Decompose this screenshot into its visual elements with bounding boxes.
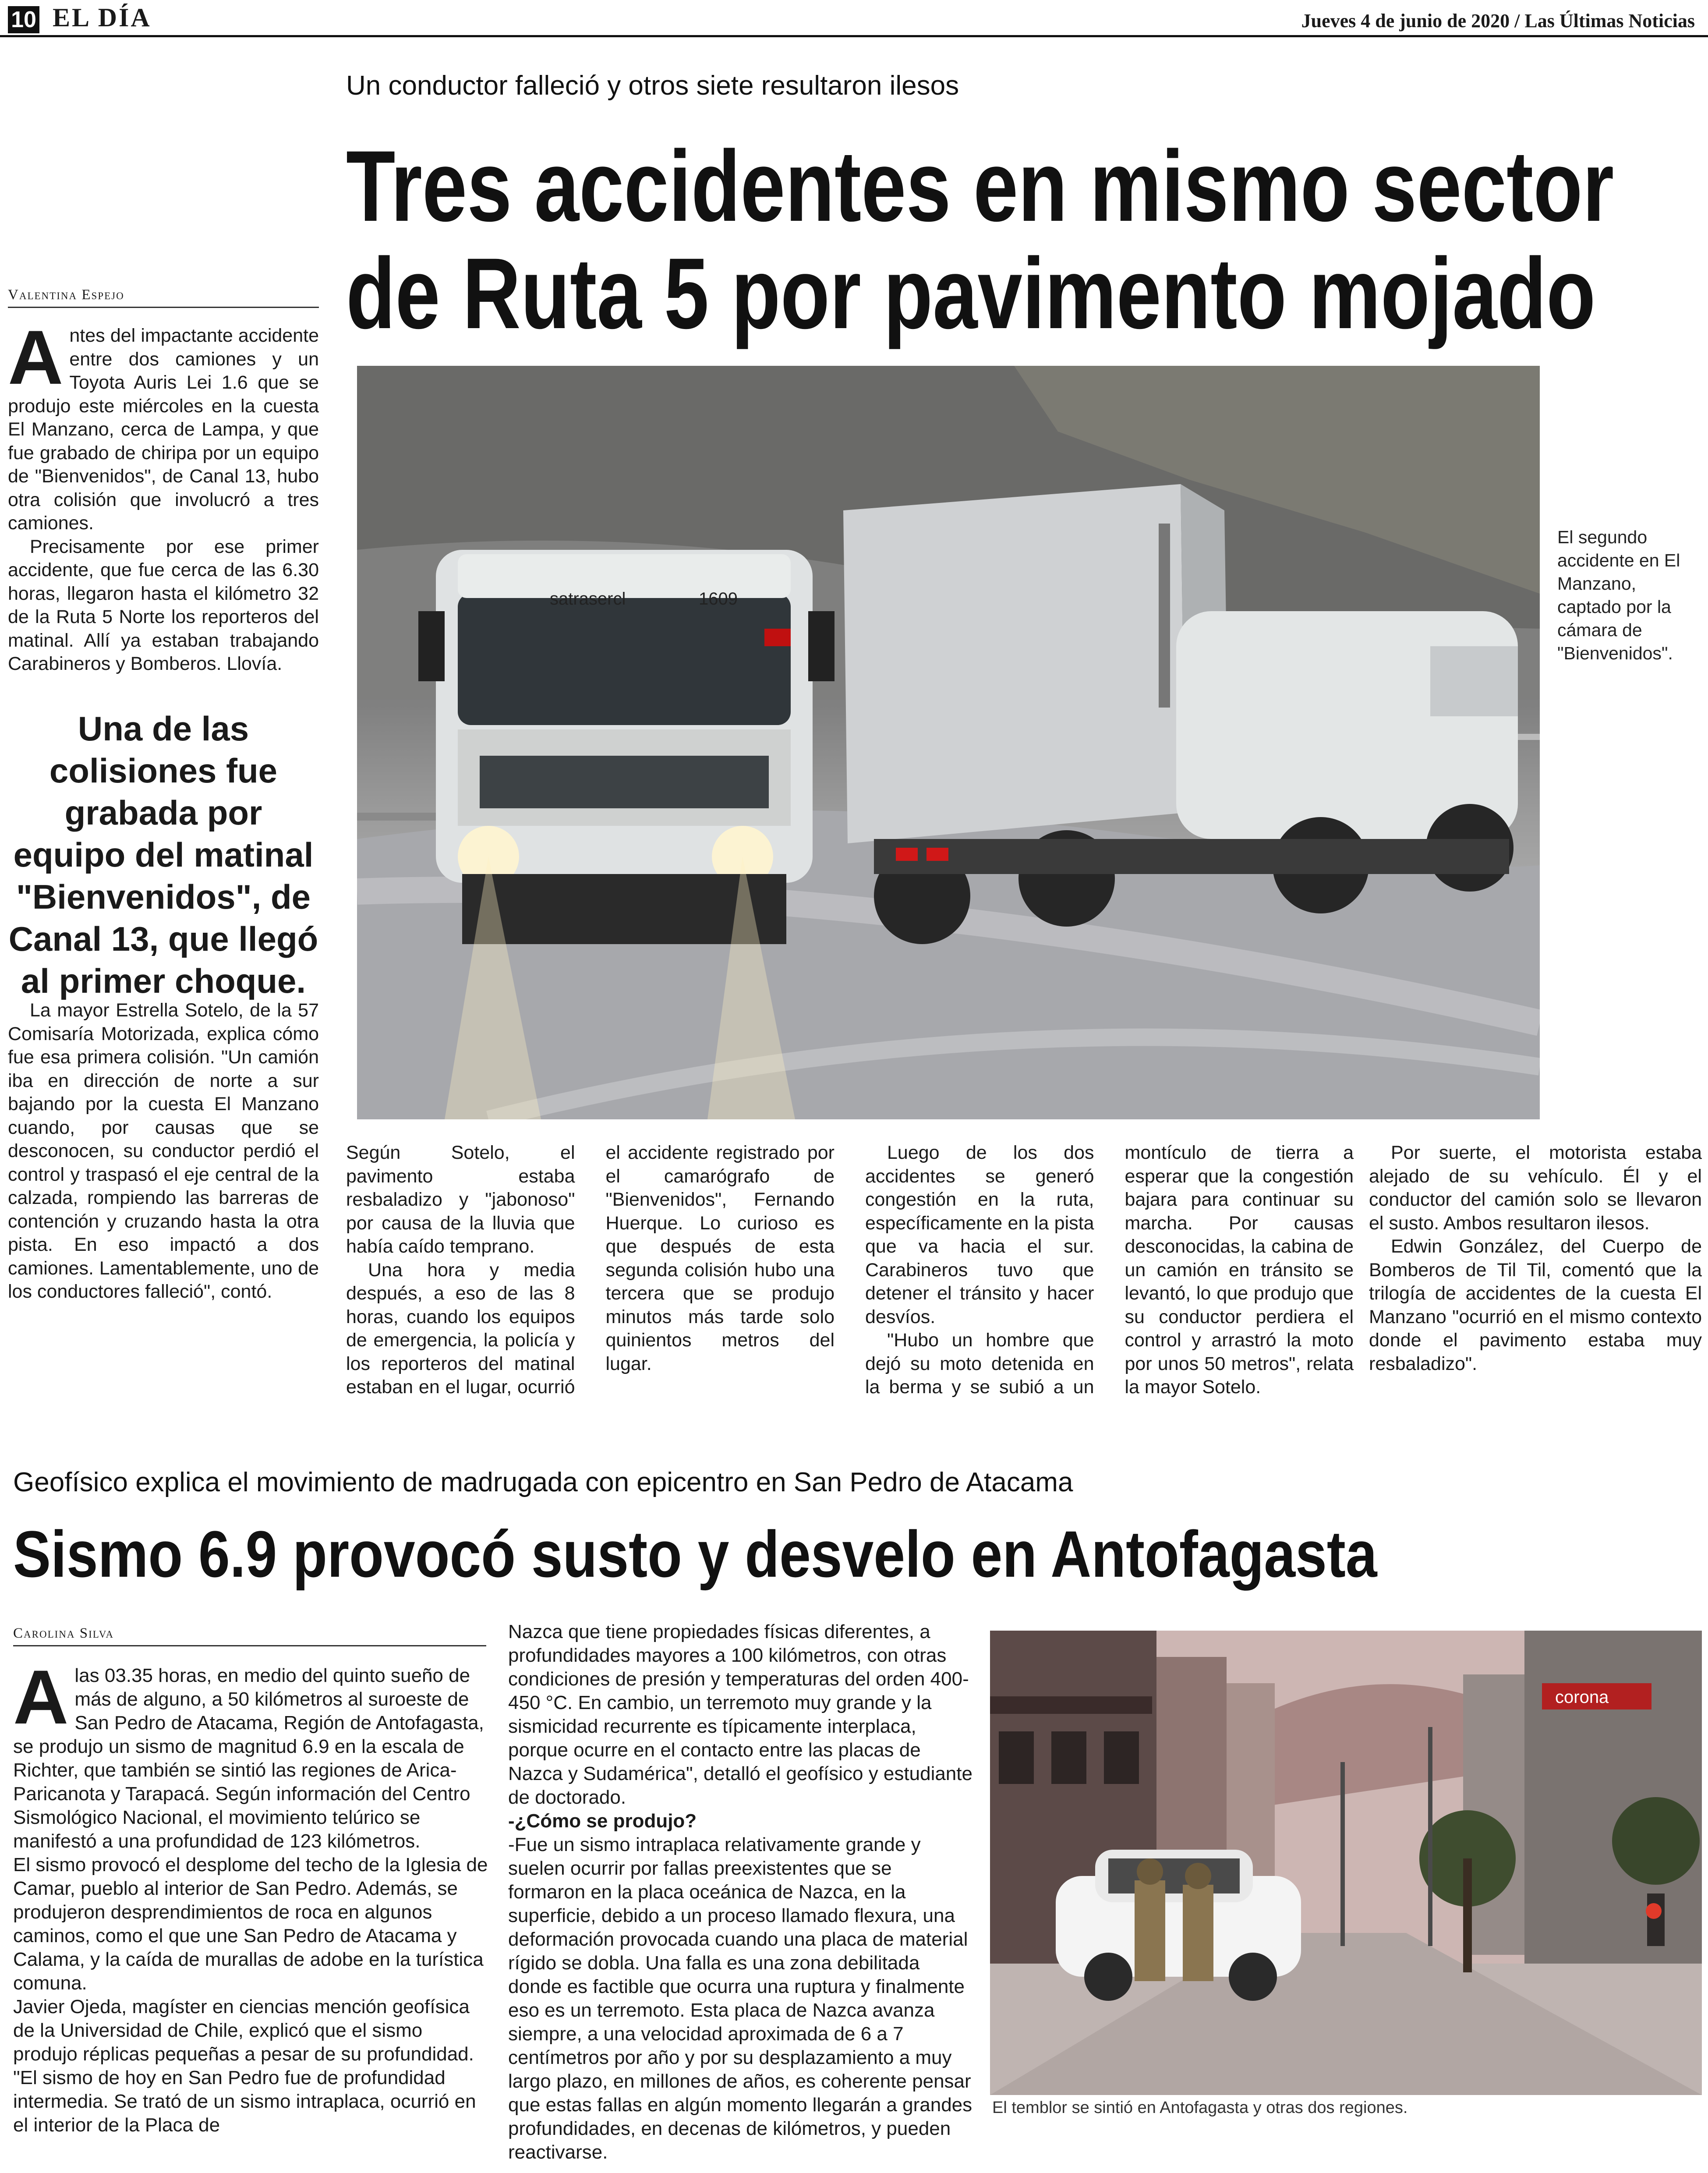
article2-dropcap: A [13, 1655, 69, 1740]
article1-col4 [1369, 1141, 1702, 1376]
article2-col1-p3: Javier Ojeda, magíster en ciencias mención geofísica de la Universidad de Chile, explicó que el sismo produjo réplicas pequeñas a pesar de su profundidad. "El sismo de hoy en San Pedro fue de profundidad intermedia. Se trató de un sismo intraplaca, ocurrió en el interior de la Placa de [13, 1996, 476, 2136]
article1-kicker: Un conductor falleció y otros siete resultaron ilesos [346, 71, 959, 101]
article1-body-columns [346, 1141, 1354, 1413]
article1-headline-line2: de Ruta 5 por pavimento mojado [346, 237, 1596, 350]
article1-col3-p1: Luego de los dos accidentes se generó congestión en la ruta, específicamente en la pista que va hacia el sur. Carabineros tuvo que detener el tránsito y hacer desvíos. [865, 1142, 1094, 1327]
article1-dropcap: A [8, 315, 64, 400]
accident-photo [357, 366, 1540, 1119]
article1-col1-p1: ntes del impactante accidente entre dos camiones y un Toyota Auris Lei 1.6 que se produjo este miércoles en la cuesta El Manzano, cerca de Lampa, y que fue grabado de chiripa por un equipo de "Bienvenidos", de Canal 13, hubo otra colisión que involucró a tres camiones. [8, 325, 319, 534]
street-photo-caption: El temblor se sintió en Antofagasta y otras dos regiones. [992, 2099, 1408, 2117]
truck-text-brand: satrasercl [550, 589, 626, 609]
article1-col2-p1: Una hora y media después, a eso de las 8 horas, cuando los equipos de emergencia, la policía y los reporteros del matinal estaban en el lugar, ocurrió el accidente registrado por el camarógrafo de "Bienvenidos", Fernando Huerque. Lo curioso es que después de esta segunda colisión hubo una tercera que se produjo minutos más tarde solo quinientos metros del lugar. [346, 1142, 835, 1398]
article2-col2-question: -¿Cómo se produjo? [508, 1810, 697, 1832]
article1-col4-p1: Por suerte, el motorista estaba alejado de su vehículo. Él y el conductor del camión solo se llevaron el susto. Ambos resultaron ilesos. [1369, 1142, 1702, 1234]
article1-byline: Valentina Espejo [8, 287, 319, 308]
article1-col3-p2: "Hubo un hombre que dejó su moto detenida en la berma y se subió a un montículo de tierra a esperar que la congestión bajara para continuar su marcha. Por causas desconocidas, la cabina de un camión en tránsito se levantó, lo que produjo que su conductor perdiera el control y arrastró la moto por unos 50 metros", relata la mayor Sotelo. [865, 1142, 1354, 1398]
accident-photo-caption: El segundo accidente en El Manzano, captado por la cámara de "Bienvenidos". [1557, 527, 1680, 663]
accident-photo-illustration [357, 366, 1540, 1119]
article1-col1-p2: Precisamente por ese primer accidente, que fue cerca de las 6.30 horas, llegaron hasta el kilómetro 32 de la Ruta 5 Norte los reporteros del matinal. Allí ya estaban trabajando Carabineros y Bomberos. Llovía. [8, 536, 319, 674]
article1-col1-top [8, 315, 319, 676]
street-photo [990, 1631, 1702, 2095]
article2-headline: Sismo 6.9 provocó susto y desvelo en Antofagasta [13, 1517, 1377, 1591]
article1-col1-bottom [8, 999, 319, 1304]
truck-text-number: 1609 [699, 589, 738, 609]
article2-col1 [13, 1655, 491, 2137]
article2-col2 [508, 1620, 972, 2164]
article2-col1-p2: El sismo provocó el desplome del techo de la Iglesia de Camar, pueblo al interior de San Pedro. Además, se produjeron desprendimientos de roca en algunos caminos, como el que une San Pedro de Atacama y Calama, y la caída de murallas de adobe en la turística comuna. [13, 1854, 488, 1994]
article1-col4-p2: Edwin González, del Cuerpo de Bomberos de Til Til, comentó que la trilogía de accidentes de la cuesta El Manzano "ocurrió en el mismo contexto donde el pavimento estaba muy resbaladizo". [1369, 1236, 1702, 1374]
article2-byline: Carolina Silva [13, 1625, 486, 1646]
issue-date: Jueves 4 de junio de 2020 [1301, 10, 1510, 32]
article2-col1-p1: las 03.35 horas, en medio del quinto sueño de más de alguno, a 50 kilómetros al suroeste de San Pedro de Atacama, Región de Antofagasta, se produjo un sismo de magnitud 6.9 en la escala de Richter, que también se sintió las regiones de Arica-Paricanota y Tarapacá. Según información del Centro Sismológico Nacional, el movimiento telúrico se manifestó a una profundidad de 123 kilómetros. [13, 1665, 484, 1852]
publication-name: Las Últimas Noticias [1524, 10, 1695, 32]
article1-headline-line1: Tres accidentes en mismo sector [346, 130, 1614, 242]
article1-col1-p4: Según Sotelo, el pavimento estaba resbaladizo y "jabonoso" por causa de la lluvia que había caído temprano. [346, 1142, 575, 1257]
page-number: 10 [8, 6, 39, 33]
street-photo-illustration [990, 1631, 1702, 2095]
store-sign: corona [1555, 1688, 1609, 1707]
article2-col2-p2: -Fue un sismo intraplaca relativamente grande y suelen ocurrir por fallas preexistentes que se formaron en la placa oceánica de Nazca, en la superficie, debido a un proceso llamado flexura, una deformación provocada cuando una placa de material rígido se dobla. Una falla es una zona debilitada donde es factible que ocurra una ruptura y finalmente eso es un terremoto. Esta placa de Nazca avanza siempre, a una velocidad aproximada de 6 a 7 centímetros por año y por su desplazamiento a muy largo plazo, en millones de años, es coherente pensar que estas fallas en algún momento llegarán a grandes profundidades, en decenas de kilómetros, y pueden reactivarse. [508, 1834, 972, 2163]
date-separator: / [1514, 10, 1520, 32]
article2-kicker: Geofísico explica el movimiento de madrugada con epicentro en San Pedro de Atacama [13, 1467, 1073, 1497]
article1-col1-p3: La mayor Estrella Sotelo, de la 57 Comisaría Motorizada, explica cómo fue esa primera colisión. "Un camión iba en dirección de norte a sur bajando por la cuesta El Manzano cuando, por causas que se desconocen, su conductor perdió el control y traspasó el eje central de la calzada, rompiendo las barreras de contención y cruzando hasta la otra pista. En eso impactó a dos camiones. Lamentablemente, uno de los conductores falleció", contó. [8, 1000, 319, 1302]
article2-col2-p1: Nazca que tiene propiedades físicas diferentes, a profundidades mayores a 100 kilómetros, con otras condiciones de presión y temperaturas del orden 400-450 °C. En cambio, un terremoto muy grande y la sismicidad recurrente es típicamente interplaca, porque ocurre en el contacto entre las placas de Nazca y Sudamérica", detalló el geofísico y estudiante de doctorado. [508, 1621, 972, 1808]
article1-pullquote: Una de las colisiones fue grabada por equipo del matinal "Bienvenidos", de Canal 13, que llegó al primer choque. [8, 709, 318, 1000]
date-line [1301, 10, 1695, 32]
section-name: EL DÍA [53, 3, 152, 32]
